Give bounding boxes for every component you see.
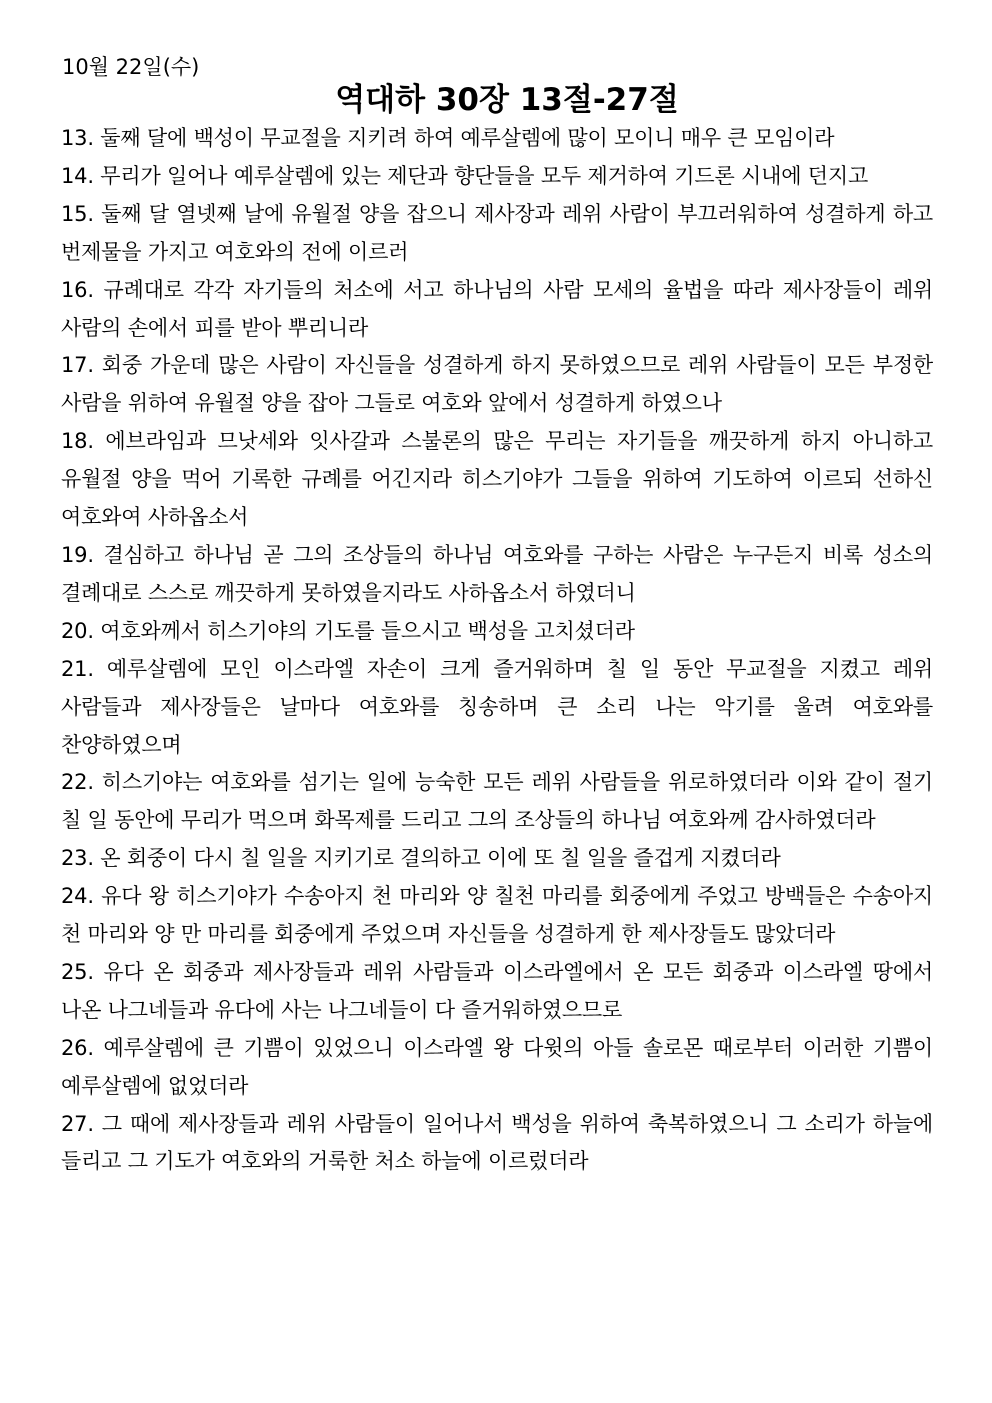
verse-22: 22. 히스기야는 여호와를 섬기는 일에 능숙한 모든 레위 사람들을 위로하였더라 이와 같이 절기 칠 일 동안에 무리가 먹으며 화목제를 드리고 그의 조상들의 하나님 여호와께 감사하였더라 [61, 770, 933, 833]
verse-19: 19. 결심하고 하나님 곧 그의 조상들의 하나님 여호와를 구하는 사람은 누구든지 비록 성소의 결례대로 스스로 깨끗하게 못하였을지라도 사하옵소서 하였더니 [61, 542, 934, 605]
verse-15: 15. 둘째 달 열넷째 날에 유월절 양을 잡으니 제사장과 레위 사람이 부끄러워하여 성결하게 하고 번제물을 가지고 여호와의 전에 이르러 [61, 201, 933, 264]
verse-20: 20. 여호와께서 히스기야의 기도를 들으시고 백성을 고치셨더라 [61, 618, 635, 643]
verse-17: 17. 회중 가운데 많은 사람이 자신들을 성결하게 하지 못하였으므로 레위 사람들이 모든 부정한 사람을 위하여 유월절 양을 잡아 그들로 여호와 앞에서 성결하게 하였으나 [61, 353, 933, 416]
date-line: 10월 22일(수) [62, 55, 200, 79]
document-page [61, 50, 933, 1181]
verse-list [61, 120, 933, 1181]
verse-16: 16. 규례대로 각각 자기들의 처소에 서고 하나님의 사람 모세의 율법을 따라 제사장들이 레위 사람의 손에서 피를 받아 뿌리니라 [61, 277, 933, 340]
verse-23: 23. 온 회중이 다시 칠 일을 지키기로 결의하고 이에 또 칠 일을 즐겁게 지켰더라 [61, 846, 781, 871]
verse-21: 21. 예루살렘에 모인 이스라엘 자손이 크게 즐거워하며 칠 일 동안 무교절을 지켰고 레위 사람들과 제사장들은 날마다 여호와를 칭송하며 큰 소리 나는 악기를 울려 여호와를 찬양하였으며 [61, 656, 933, 757]
verse-27: 27. 그 때에 제사장들과 레위 사람들이 일어나서 백성을 위하여 축복하였으니 그 소리가 하늘에 들리고 그 기도가 여호와의 거룩한 처소 하늘에 이르렀더라 [61, 1111, 933, 1174]
verse-18: 18. 에브라임과 므낫세와 잇사갈과 스불론의 많은 무리는 자기들을 깨끗하게 하지 아니하고 유월절 양을 먹어 기록한 규례를 어긴지라 히스기야가 그들을 위하여 기도하여 이르되 선하신 여호와여 사하옵소서 [61, 429, 933, 530]
page-title: 역대하 30장 13절-27절 [335, 82, 679, 118]
verse-14: 14. 무리가 일어나 예루살렘에 있는 제단과 향단들을 모두 제거하여 기드론 시내에 던지고 [61, 163, 869, 188]
verse-26: 26. 예루살렘에 큰 기쁨이 있었으니 이스라엘 왕 다윗의 아들 솔로몬 때로부터 이러한 기쁨이 예루살렘에 없었더라 [61, 1035, 933, 1098]
verse-25: 25. 유다 온 회중과 제사장들과 레위 사람들과 이스라엘에서 온 모든 회중과 이스라엘 땅에서 나온 나그네들과 유다에 사는 나그네들이 다 즐거워하였으므로 [61, 959, 933, 1022]
verse-13: 13. 둘째 달에 백성이 무교절을 지키려 하여 예루살렘에 많이 모이니 매우 큰 모임이라 [61, 126, 835, 150]
verse-24: 24. 유다 왕 히스기야가 수송아지 천 마리와 양 칠천 마리를 회중에게 주었고 방백들은 수송아지 천 마리와 양 만 마리를 회중에게 주었으며 자신들을 성결하게 한 제사장들도 많았더라 [61, 884, 933, 947]
